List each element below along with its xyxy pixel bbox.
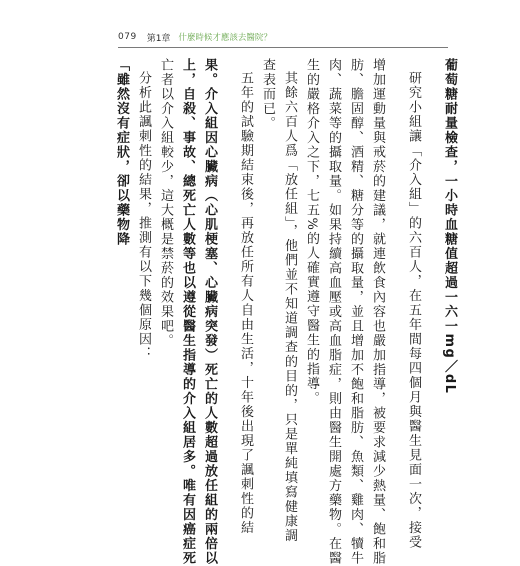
paragraph-line: 其餘六百人爲「放任組」，他們並不知道調查的目的，只是單純填寫健康調 [282, 71, 297, 543]
paragraph-line: 五年的試驗期結束後，再放任所有人自由生活，十年後出現了諷刺性的結 [238, 71, 253, 535]
paragraph-line: 生的嚴格介入之下，七五%的人確實遵守醫生的指導。 [304, 58, 319, 406]
paragraph-line-emphasis: 上，自殺、事故、總死亡人數等也以遵從醫生指導的介入組居多。唯有因癌症死 [180, 58, 195, 566]
header-rule [118, 47, 448, 48]
paragraph-line: 增加運動量與戒菸的建議，就連飲食內容也嚴加指導，被要求減少熱量、飽和脂 [370, 58, 385, 566]
page-number: 079 [118, 32, 137, 42]
vertical-text-body [110, 58, 460, 566]
paragraph-line: 研究小組讓「介入組」的六百人，在五年間每四個月與醫生見面一次，接受 [406, 71, 421, 550]
section-heading: 葡萄糖耐量檢查，一小時血糖值超過一六一mg／dL [442, 58, 457, 395]
paragraph-line: 亡者以介入組較少，這大概是禁菸的效果吧。 [158, 58, 173, 348]
running-header [118, 30, 272, 44]
paragraph-line: 肉、蔬菜等的攝取量。如果持續高血壓或高血脂症，則由醫生開處方藥物。在醫 [326, 58, 341, 566]
bullet-point: 「雖然沒有症狀，卻以藥物降 [114, 58, 129, 247]
paragraph-line: 分析此諷刺性的結果，推測有以下幾個原因： [136, 71, 151, 361]
paragraph-line: 肪、膽固醇、酒精、糖分等的攝取量，並且增加不飽和脂肪、魚類、雞肉、犢牛 [348, 58, 363, 566]
paragraph-line: 查表而已。 [260, 58, 275, 131]
chapter-label: 第1章 [146, 33, 171, 44]
section-title: 什麼時候才應該去醫院？ [178, 33, 272, 43]
paragraph-line-emphasis: 果。介入組因心臟病（心肌梗塞、心臟病突發）死亡的人數超過放任組的兩倍以 [202, 58, 217, 566]
